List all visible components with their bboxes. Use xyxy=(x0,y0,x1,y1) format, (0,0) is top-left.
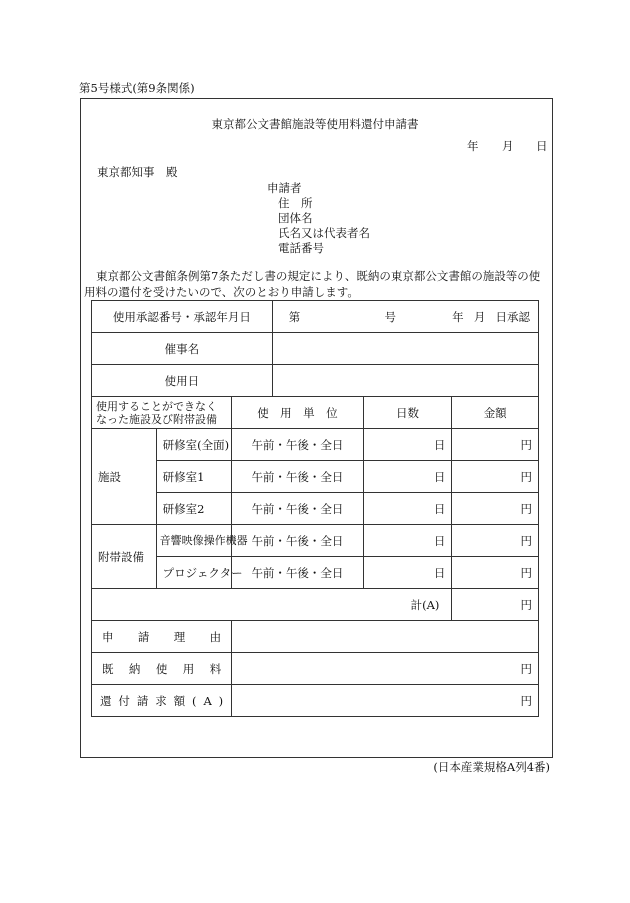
approval-year-label: 年 xyxy=(452,309,464,324)
paid-fee-char: 既 xyxy=(102,661,114,676)
item-days-input[interactable]: 日 xyxy=(363,461,452,493)
application-table xyxy=(91,300,539,717)
use-date-input[interactable] xyxy=(272,365,538,397)
paper-size-note: (日本産業規格A列4番) xyxy=(433,760,550,774)
application-statement: 東京都公文書館条例第7条ただし書の規定により、既納の東京都公文書館の施設等の使用料の還付を受けたいので、次のとおり申請します。 xyxy=(84,269,541,299)
item-name: 研修室(全面) xyxy=(156,429,232,461)
table-row xyxy=(92,493,539,525)
paid-fee-char: 納 xyxy=(128,661,141,676)
reason-input[interactable] xyxy=(232,621,539,653)
item-unit-select[interactable]: 午前・午後・全日 xyxy=(232,461,363,493)
applicant-group-label: 団体名 xyxy=(278,211,313,225)
refund-char: ( xyxy=(192,693,197,708)
reason-row xyxy=(92,621,539,653)
reason-char: 申 xyxy=(102,629,114,644)
item-amount-input[interactable]: 円 xyxy=(452,525,539,557)
approval-day-label: 日承認 xyxy=(495,309,530,324)
table-row xyxy=(92,525,539,557)
table-row xyxy=(92,461,539,493)
reason-char: 由 xyxy=(209,629,222,644)
item-header-row xyxy=(92,397,539,429)
approval-month-label: 月 xyxy=(473,309,486,324)
refund-char: ) xyxy=(218,693,224,708)
refund-char: 額 xyxy=(173,693,186,708)
total-row xyxy=(92,589,539,621)
date-month-label: 月 xyxy=(502,139,514,153)
item-amount-input[interactable]: 円 xyxy=(452,429,539,461)
facility-group-label: 施設 xyxy=(92,429,157,525)
paid-fee-char: 使 xyxy=(155,661,168,676)
total-label: 計(A) xyxy=(92,589,452,621)
form-title: 東京都公文書館施設等使用料還付申請書 xyxy=(211,117,419,131)
paid-fee-label-cell xyxy=(92,653,232,685)
item-days-input[interactable]: 日 xyxy=(363,493,452,525)
paid-fee-input[interactable]: 円 xyxy=(232,653,539,685)
item-unit-select[interactable]: 午前・午後・全日 xyxy=(232,557,363,589)
unit-header: 使 用 単 位 xyxy=(232,397,363,429)
reason-char: 理 xyxy=(173,629,186,644)
paid-fee-row xyxy=(92,653,539,685)
date-day-label: 日 xyxy=(536,139,548,153)
refund-char: A xyxy=(203,693,212,708)
use-date-label: 使用日 xyxy=(92,365,273,397)
table-row xyxy=(92,429,539,461)
approval-go-label: 号 xyxy=(384,309,396,324)
table-row xyxy=(92,557,539,589)
unusable-header: 使用することができなくなった施設及び附帯設備 xyxy=(92,397,232,429)
reason-label-cell xyxy=(92,621,232,653)
event-name-input[interactable] xyxy=(272,333,538,365)
item-name: 音響映像操作機器 xyxy=(156,525,232,557)
event-name-row xyxy=(92,333,539,365)
paid-fee-char: 料 xyxy=(209,661,222,676)
applicant-name-label: 氏名又は代表者名 xyxy=(278,226,370,240)
paid-fee-char: 用 xyxy=(182,661,195,676)
refund-amount-input[interactable]: 円 xyxy=(232,685,539,717)
item-amount-input[interactable]: 円 xyxy=(452,461,539,493)
item-days-input[interactable]: 日 xyxy=(363,525,452,557)
item-name: 研修室2 xyxy=(156,493,232,525)
event-name-label: 催事名 xyxy=(92,333,273,365)
approval-row xyxy=(92,301,539,333)
refund-char: 求 xyxy=(155,693,167,708)
item-amount-input[interactable]: 円 xyxy=(452,557,539,589)
item-days-input[interactable]: 日 xyxy=(363,429,452,461)
addressee: 東京都知事 殿 xyxy=(97,165,178,179)
refund-char: 還 xyxy=(100,693,112,708)
refund-char: 付 xyxy=(118,693,130,708)
approval-value-cell[interactable] xyxy=(272,301,538,333)
applicant-phone-label: 電話番号 xyxy=(278,241,324,255)
total-amount-input[interactable]: 円 xyxy=(452,589,539,621)
item-days-input[interactable]: 日 xyxy=(363,557,452,589)
item-name: プロジェクター xyxy=(156,557,232,589)
days-header: 日数 xyxy=(363,397,452,429)
item-unit-select[interactable]: 午前・午後・全日 xyxy=(232,493,363,525)
refund-label-cell xyxy=(92,685,232,717)
item-unit-select[interactable]: 午前・午後・全日 xyxy=(232,429,363,461)
item-name: 研修室1 xyxy=(156,461,232,493)
date-year-label: 年 xyxy=(467,139,479,153)
amount-header: 金額 xyxy=(452,397,539,429)
applicant-address-label: 住 所 xyxy=(278,196,313,210)
applicant-heading: 申請者 xyxy=(267,181,302,195)
item-amount-input[interactable]: 円 xyxy=(452,493,539,525)
refund-char: 請 xyxy=(136,693,149,708)
form-number: 第5号様式(第9条関係) xyxy=(79,81,195,95)
use-date-row xyxy=(92,365,539,397)
reason-char: 請 xyxy=(137,629,150,644)
refund-row xyxy=(92,685,539,717)
item-unit-select[interactable]: 午前・午後・全日 xyxy=(232,525,363,557)
approval-label: 使用承認番号・承認年月日 xyxy=(92,301,273,333)
approval-no-label: 第 xyxy=(288,309,301,324)
equipment-group-label: 附帯設備 xyxy=(92,525,157,589)
